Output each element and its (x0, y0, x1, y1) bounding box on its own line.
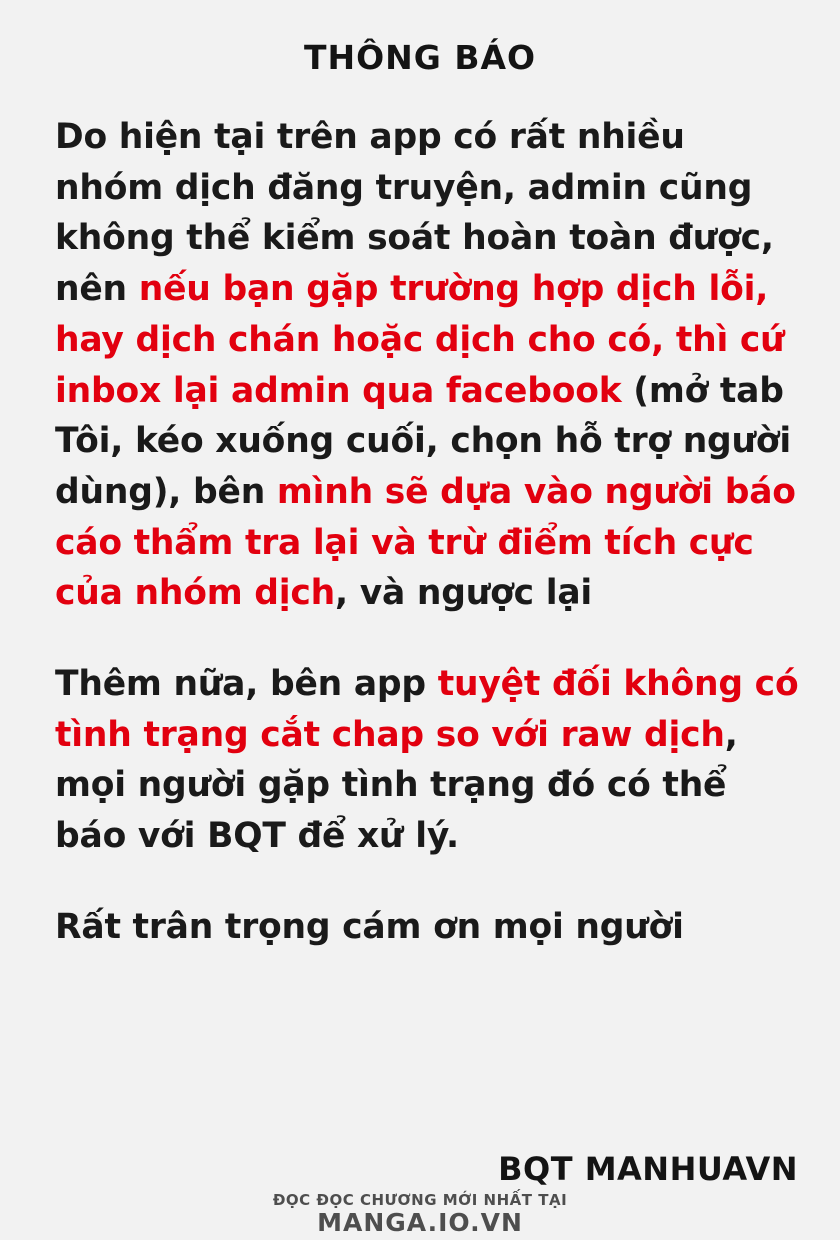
watermark (0, 1192, 840, 1236)
p1-segment-3: (mở tab Tôi, kéo xuống cuối, chọn hỗ trợ người dùng), bên (55, 370, 792, 512)
p2-segment-3: , mọi người gặp tình trạng đó có thể báo với BQT để xử lý. (55, 714, 738, 857)
signature: BQT MANHUAVN (498, 1150, 798, 1188)
p3-segment-1: Rất trân trọng cám ơn mọi người (55, 906, 684, 947)
page-title: THÔNG BÁO (303, 38, 537, 77)
p1-segment-4-highlight: mình sẽ dựa vào người báo cáo thẩm tra lại và trừ điểm tích cực của nhóm dịch (55, 471, 796, 614)
p1-segment-2-highlight: nếu bạn gặp trường hợp dịch lỗi, hay dịch chán hoặc dịch cho có, thì cứ inbox lại admin qua facebook (55, 269, 785, 411)
p2-segment-2-highlight: tuyệt đối không có tình trạng cắt chap so với raw dịch (55, 664, 799, 755)
announcement-body (55, 112, 800, 953)
watermark-line-1: ĐỌC ĐỌC CHƯƠNG MỚI NHẤT TẠI (272, 1191, 568, 1209)
paragraph-1 (55, 112, 800, 619)
paragraph-3 (55, 902, 800, 953)
p2-segment-1: Thêm nữa, bên app (55, 664, 438, 705)
paragraph-2 (55, 659, 800, 862)
p1-segment-5: , và ngược lại (335, 573, 593, 614)
watermark-line-2: MANGA.IO.VN (317, 1207, 523, 1237)
p1-segment-1: Do hiện tại trên app có rất nhiều nhóm dịch đăng truyện, admin cũng không thể kiểm soát hoàn toàn được, nên (55, 117, 774, 310)
